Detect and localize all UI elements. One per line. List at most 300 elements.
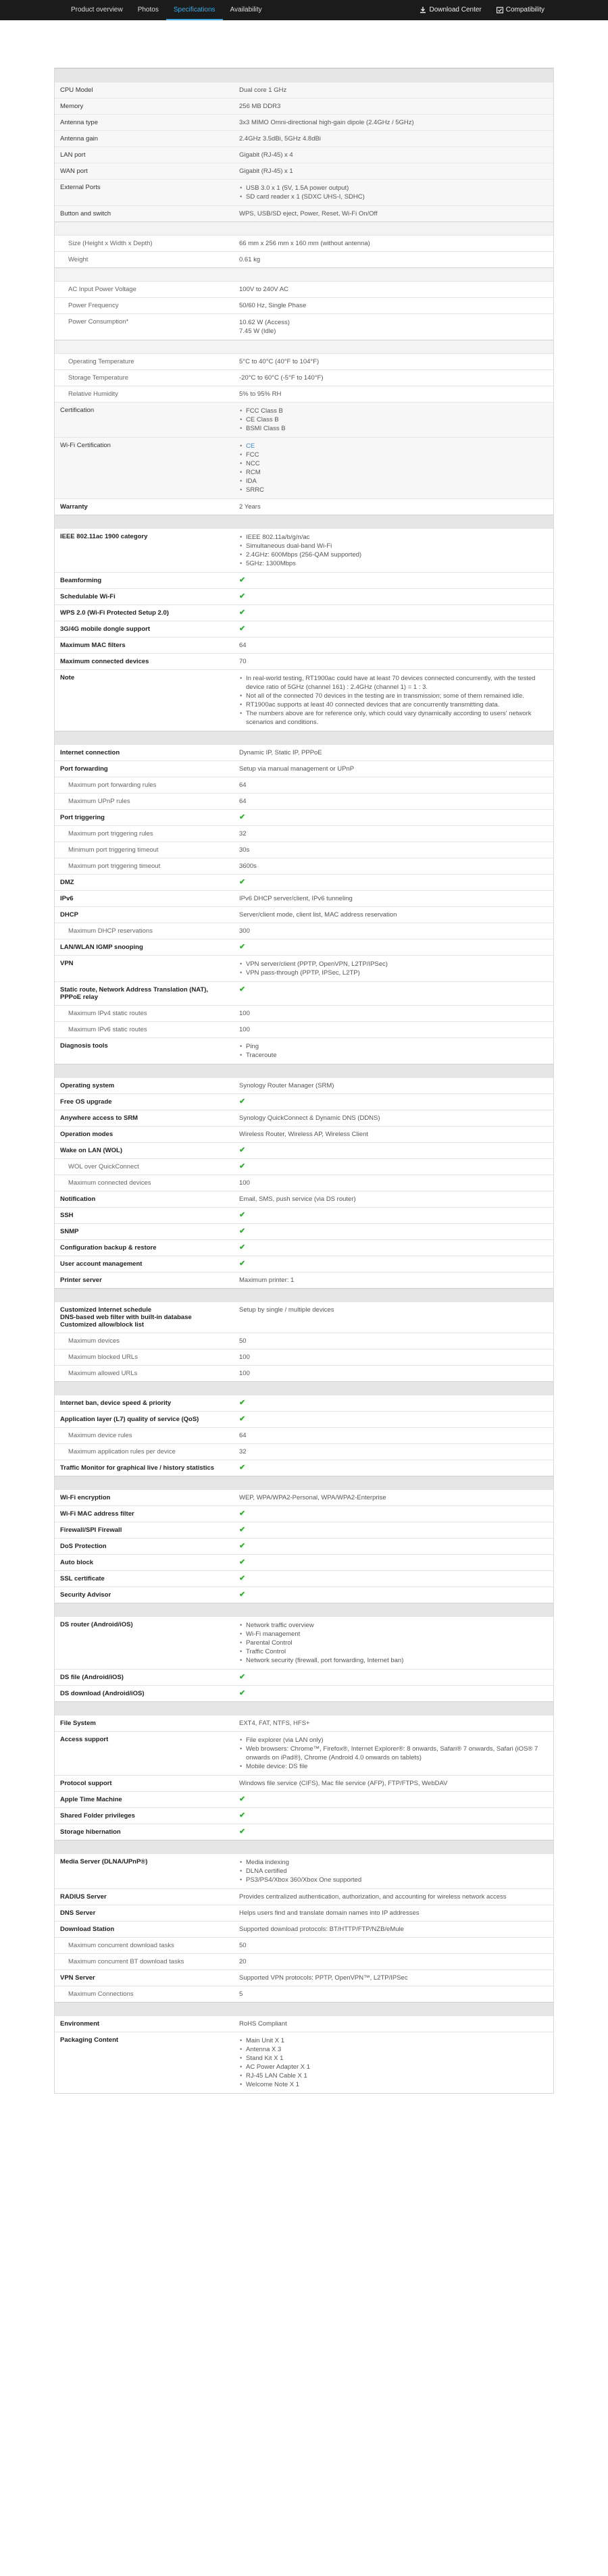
spec-value-text: EXT4, FAT, NTFS, HFS+ <box>239 1720 310 1727</box>
spec-row <box>55 809 553 825</box>
spec-label-line: 3G/4G mobile dongle support <box>60 625 151 633</box>
spec-label <box>55 1571 234 1587</box>
spec-value <box>234 1506 553 1522</box>
spec-row <box>55 1824 553 1840</box>
spec-label <box>55 529 234 572</box>
spec-row <box>55 1110 553 1126</box>
spec-row <box>55 1669 553 1685</box>
spec-value <box>234 745 553 761</box>
spec-value <box>234 163 553 179</box>
spec-row <box>55 842 553 858</box>
spec-row <box>55 588 553 604</box>
spec-value-text: 32 <box>239 830 247 838</box>
spec-value-text: 5°C to 40°C (40°F to 104°F) <box>239 358 320 365</box>
spec-label <box>55 1587 234 1603</box>
spec-label-line: Maximum port triggering rules <box>68 830 153 838</box>
spec-label <box>55 1670 234 1685</box>
spec-label <box>55 180 234 205</box>
spec-row <box>55 858 553 874</box>
spec-row <box>55 1522 553 1538</box>
spec-label <box>55 1986 234 2002</box>
spec-label-line: Warranty <box>60 503 88 511</box>
spec-value-list <box>239 960 548 977</box>
spec-label-line: Configuration backup & restore <box>60 1244 157 1252</box>
spec-value-text: 300 <box>239 927 250 935</box>
spec-label <box>55 939 234 955</box>
spec-label-line: Operating Temperature <box>68 358 134 365</box>
spec-value-text: Synology QuickConnect & Dynamic DNS (DDNS) <box>239 1114 380 1122</box>
spec-label <box>55 923 234 939</box>
spec-label-line: IPv6 <box>60 895 74 902</box>
check-icon: ✔ <box>239 592 246 600</box>
spec-label-line: Packaging Content <box>60 2036 119 2044</box>
spec-row <box>55 1302 553 1333</box>
spec-value-text: 100 <box>239 1370 250 1377</box>
compatibility-link[interactable] <box>482 0 544 20</box>
download-icon <box>420 7 426 14</box>
spec-label-line: Port triggering <box>60 814 105 821</box>
spec-label <box>55 573 234 588</box>
spec-row <box>55 528 553 572</box>
spec-label <box>55 907 234 923</box>
spec-label-line: DS file (Android/iOS) <box>60 1674 124 1681</box>
spec-label-line: SSH <box>60 1212 74 1219</box>
spec-value <box>234 654 553 669</box>
spec-value <box>234 1617 553 1669</box>
spec-value-text: 32 <box>239 1448 247 1456</box>
spec-label-line: Beamforming <box>60 577 102 584</box>
spec-label <box>55 147 234 163</box>
spec-label-line: Anywhere access to SRM <box>60 1114 138 1122</box>
check-icon: ✔ <box>239 1162 246 1170</box>
spec-label <box>55 810 234 825</box>
spec-value-text: 100 <box>239 1179 250 1187</box>
spec-row <box>55 1207 553 1223</box>
spec-label <box>55 605 234 621</box>
spec-label <box>55 1889 234 1905</box>
tab-product-overview[interactable]: Product overview <box>71 6 123 14</box>
spec-label-line: DNS-based web filter with built-in database <box>60 1314 192 1321</box>
spec-value <box>234 842 553 858</box>
download-center-link[interactable] <box>405 0 481 20</box>
spec-value <box>234 1905 553 1921</box>
spec-value <box>234 982 553 1005</box>
spec-value-text: 2 Years <box>239 503 261 511</box>
spec-row <box>55 669 553 731</box>
spec-value-list-item: • Stand Kit X 1 <box>239 2054 548 2063</box>
spec-label-line: Antenna type <box>60 119 98 126</box>
section-header-others <box>55 267 553 281</box>
spec-label-line: Diagnosis tools <box>60 1042 108 1050</box>
spec-label <box>55 826 234 842</box>
check-icon: ✔ <box>239 1811 246 1820</box>
spec-label-line: Maximum MAC filters <box>60 642 126 649</box>
spec-label-line: External Ports <box>60 184 101 191</box>
spec-value-list-item: • NCC <box>239 459 548 468</box>
spec-row <box>55 1587 553 1603</box>
spec-label-line: Maximum device rules <box>68 1432 132 1439</box>
spec-value <box>234 1587 553 1603</box>
spec-value <box>234 1444 553 1460</box>
spec-label <box>55 1954 234 1969</box>
spec-value <box>234 282 553 297</box>
spec-value-list-item: • Main Unit X 1 <box>239 2036 548 2045</box>
section-header-package-center <box>55 1840 553 1853</box>
spec-value-list-item: • SRRC <box>239 486 548 494</box>
spec-value <box>234 1686 553 1701</box>
spec-label-line: Environment <box>60 2020 100 2028</box>
check-icon: ✔ <box>239 1399 246 1407</box>
spec-row <box>55 1037 553 1064</box>
spec-value-text: Synology Router Manager (SRM) <box>239 1082 334 1089</box>
spec-label-line: Maximum blocked URLs <box>68 1354 138 1361</box>
spec-label-line: AC Input Power Voltage <box>68 286 136 293</box>
spec-row <box>55 1223 553 1239</box>
spec-label-line: Protocol support <box>60 1780 112 1787</box>
spec-value <box>234 875 553 890</box>
spec-label-line: Maximum UPnP rules <box>68 798 130 805</box>
spec-label-line: Maximum concurrent download tasks <box>68 1942 174 1949</box>
spec-value-text: 100 <box>239 1026 250 1033</box>
check-icon: ✔ <box>239 1464 246 1472</box>
spec-value-text: Wireless Router, Wireless AP, Wireless Client <box>239 1131 368 1138</box>
spec-label-line: VPN Server <box>60 1974 95 1982</box>
spec-row <box>55 1349 553 1365</box>
spec-value-text: Windows file service (CIFS), Mac file service (AFP), FTP/FTPS, WebDAV <box>239 1780 448 1787</box>
spec-value-list-item: • 5GHz: 1300Mbps <box>239 559 548 568</box>
spec-row <box>55 98 553 114</box>
check-icon: ✔ <box>239 1558 246 1566</box>
spec-label-line: Free OS upgrade <box>60 1098 112 1106</box>
spec-value <box>234 923 553 939</box>
spec-row <box>55 2015 553 2032</box>
section-header-parental-control <box>55 1288 553 1302</box>
spec-label <box>55 1792 234 1807</box>
spec-value-text: WEP, WPA/WPA2-Personal, WPA/WPA2-Enterprise <box>239 1494 386 1501</box>
spec-row <box>55 744 553 761</box>
spec-value-line: 10.62 W (Access) <box>239 319 290 326</box>
check-icon: ✔ <box>239 1574 246 1582</box>
spec-row <box>55 1731 553 1775</box>
spec-row <box>55 1175 553 1191</box>
spec-value-list-item: • RJ-45 LAN Cable X 1 <box>239 2071 548 2080</box>
spec-value-list <box>239 1858 548 1884</box>
section-header-environment-packaging <box>55 2002 553 2015</box>
spec-value <box>234 1333 553 1349</box>
spec-label <box>55 499 234 515</box>
spec-value <box>234 605 553 621</box>
spec-label-line: Wi-Fi Certification <box>60 442 111 449</box>
spec-value-list-item: • VPN pass-through (PPTP, IPSec, L2TP) <box>239 969 548 977</box>
spec-row <box>55 1685 553 1701</box>
spec-value-text: Helps users find and translate domain names into IP addresses <box>239 1909 420 1917</box>
spec-label <box>55 1922 234 1937</box>
spec-row <box>55 1005 553 1021</box>
spec-label-line: Notification <box>60 1195 96 1203</box>
spec-row <box>55 369 553 386</box>
spec-value <box>234 1824 553 1840</box>
spec-value-link-item[interactable]: • CE <box>239 442 548 450</box>
check-icon: ✔ <box>239 625 246 633</box>
spec-value <box>234 1006 553 1021</box>
spec-label <box>55 1349 234 1365</box>
spec-value-text: WPS, USB/SD eject, Power, Reset, Wi-Fi On/Off <box>239 210 378 217</box>
spec-label <box>55 777 234 793</box>
spec-label <box>55 298 234 313</box>
spec-label-line: Maximum IPv6 static routes <box>68 1026 147 1033</box>
section-header-network <box>55 731 553 744</box>
spec-label-line: Weight <box>68 256 88 263</box>
check-icon: ✔ <box>239 1415 246 1423</box>
spec-label-line: Traffic Monitor for graphical live / history statistics <box>60 1464 215 1472</box>
spec-row <box>55 1239 553 1256</box>
spec-label <box>55 206 234 222</box>
spec-row <box>55 1256 553 1272</box>
spec-label-line: Memory <box>60 103 84 110</box>
spec-value <box>234 670 553 731</box>
spec-value-list-item: • Welcome Note X 1 <box>239 2080 548 2089</box>
spec-value-text: 50 <box>239 1942 247 1949</box>
spec-value <box>234 1922 553 1937</box>
spec-label <box>55 2016 234 2032</box>
spec-value-text: 20 <box>239 1958 247 1965</box>
spec-label-line: Maximum allowed URLs <box>68 1370 138 1377</box>
check-icon: ✔ <box>239 1591 246 1599</box>
spec-row <box>55 1411 553 1427</box>
spec-label <box>55 386 234 402</box>
spec-value-list <box>239 533 548 568</box>
spec-row <box>55 1921 553 1937</box>
spec-label <box>55 621 234 637</box>
spec-row <box>55 179 553 205</box>
spec-value <box>234 1670 553 1685</box>
spec-row <box>55 1953 553 1969</box>
compatibility-label: Compatibility <box>505 6 544 14</box>
spec-row <box>55 1969 553 1986</box>
spec-value <box>234 499 553 515</box>
spec-row <box>55 1715 553 1731</box>
spec-value-list <box>239 674 548 727</box>
spec-value-text: Gigabit (RJ-45) x 4 <box>239 151 293 159</box>
spec-label <box>55 1444 234 1460</box>
check-icon: ✔ <box>239 576 246 584</box>
spec-label-line: Download Station <box>60 1926 115 1933</box>
spec-value-list-item: • Not all of the connected 70 devices in the testing are in transmission; some of them remained idle. <box>239 692 548 700</box>
spec-row <box>55 1986 553 2002</box>
spec-label-line: Operating system <box>60 1082 115 1089</box>
spec-row <box>55 923 553 939</box>
spec-label <box>55 842 234 858</box>
spec-row <box>55 1460 553 1476</box>
spec-label <box>55 1006 234 1021</box>
spec-value <box>234 252 553 267</box>
spec-value-list-item: • Traffic Control <box>239 1647 548 1656</box>
spec-label <box>55 1208 234 1223</box>
spec-label <box>55 875 234 890</box>
spec-label-line: Maximum connected devices <box>60 658 149 665</box>
spec-row <box>55 1489 553 1505</box>
spec-value-text: 3x3 MIMO Omni-directional high-gain dipole (2.4GHz / 5GHz) <box>239 119 414 126</box>
spec-label <box>55 858 234 874</box>
spec-label-line: DMZ <box>60 879 74 886</box>
spec-value <box>234 1776 553 1791</box>
spec-label <box>55 1366 234 1381</box>
check-icon: ✔ <box>239 1828 246 1836</box>
spec-value-text: 0.61 kg <box>239 256 261 263</box>
spec-label <box>55 1302 234 1333</box>
spec-row <box>55 2032 553 2093</box>
spec-value-list-item: • FCC Class B <box>239 407 548 415</box>
spec-label <box>55 1175 234 1191</box>
spec-label-line: Wi-Fi MAC address filter <box>60 1510 134 1518</box>
spec-value <box>234 1175 553 1191</box>
spec-row <box>55 251 553 267</box>
spec-label-line: Maximum application rules per device <box>68 1448 176 1456</box>
spec-value <box>234 777 553 793</box>
spec-label-line: Button and switch <box>60 210 111 217</box>
tab-specifications[interactable]: Specifications <box>166 0 223 20</box>
spec-value-list-item: • IEEE 802.11a/b/g/n/ac <box>239 533 548 542</box>
spec-value <box>234 82 553 98</box>
spec-value <box>234 314 553 340</box>
spec-value <box>234 1395 553 1411</box>
spec-row <box>55 955 553 981</box>
spec-value-list-item: • Parental Control <box>239 1639 548 1647</box>
spec-value-list-item: • File explorer (via LAN only) <box>239 1736 548 1745</box>
spec-value-list-item: • Wi-Fi management <box>239 1630 548 1639</box>
spec-value-text: 100 <box>239 1010 250 1017</box>
check-icon: ✔ <box>239 813 246 821</box>
section-header-temperature <box>55 340 553 353</box>
spec-row <box>55 1333 553 1349</box>
spec-label-line: Relative Humidity <box>68 390 118 398</box>
spec-value <box>234 529 553 572</box>
spec-label-line: DS router (Android/iOS) <box>60 1621 133 1628</box>
spec-value-text: 5% to 95% RH <box>239 390 282 398</box>
spec-value-list-item: • DLNA certified <box>239 1867 548 1876</box>
tab-photos[interactable]: Photos <box>137 6 159 14</box>
spec-row <box>55 777 553 793</box>
spec-label <box>55 1412 234 1427</box>
spec-label <box>55 1808 234 1824</box>
spec-label-line: Maximum connected devices <box>68 1179 151 1187</box>
section-header-mobile-apps <box>55 1603 553 1616</box>
spec-value-text: 3600s <box>239 862 257 870</box>
spec-label <box>55 1617 234 1669</box>
spec-value <box>234 1366 553 1381</box>
spec-label-line: File System <box>60 1720 96 1727</box>
spec-label-line: Shared Folder privileges <box>60 1812 135 1820</box>
spec-label-line: Schedulable Wi-Fi <box>60 593 116 600</box>
spec-row <box>55 1538 553 1554</box>
spec-label <box>55 1506 234 1522</box>
spec-value <box>234 1522 553 1538</box>
spec-label <box>55 1539 234 1554</box>
spec-label <box>55 82 234 98</box>
spec-value <box>234 573 553 588</box>
spec-value <box>234 1716 553 1731</box>
spec-value <box>234 115 553 130</box>
spec-label-line: Internet ban, device speed & priority <box>60 1399 172 1407</box>
spec-label-line: DHCP <box>60 911 78 919</box>
spec-label-line: Printer server <box>60 1277 102 1284</box>
spec-value-text: Supported download protocols: BT/HTTP/FTP/NZB/eMule <box>239 1926 404 1933</box>
spec-value-text: 64 <box>239 798 247 805</box>
spec-label <box>55 1127 234 1142</box>
spec-value <box>234 1954 553 1969</box>
spec-row <box>55 386 553 402</box>
section-header-appearance <box>55 222 553 235</box>
spec-row <box>55 1807 553 1824</box>
spec-value-text: IPv6 DHCP server/client, IPv6 tunneling <box>239 895 353 902</box>
spec-row <box>55 1775 553 1791</box>
spec-row <box>55 313 553 340</box>
spec-label <box>55 282 234 297</box>
spec-value-list-item: • Media indexing <box>239 1858 548 1867</box>
spec-value <box>234 1349 553 1365</box>
spec-value-list-item: • PS3/PS4/Xbox 360/Xbox One supported <box>239 1876 548 1884</box>
spec-label <box>55 252 234 267</box>
spec-label <box>55 1824 234 1840</box>
spec-label <box>55 403 234 437</box>
spec-value-text: Setup via manual management or UPnP <box>239 765 355 773</box>
spec-row <box>55 1505 553 1522</box>
spec-value-list <box>239 442 548 494</box>
spec-row <box>55 1427 553 1443</box>
spec-label <box>55 1022 234 1037</box>
spec-value-text: -20°C to 60°C (-5°F to 140°F) <box>239 374 324 382</box>
spec-row <box>55 402 553 437</box>
spec-label <box>55 1460 234 1476</box>
spec-label <box>55 1970 234 1986</box>
spec-label-line: Maximum concurrent BT download tasks <box>68 1958 184 1965</box>
nav-tabs <box>64 0 270 20</box>
spec-row <box>55 637 553 653</box>
spec-label <box>55 1094 234 1110</box>
spec-row <box>55 205 553 222</box>
spec-value-text: Dual core 1 GHz <box>239 86 287 94</box>
spec-value <box>234 1240 553 1256</box>
spec-label-line: Maximum devices <box>68 1337 120 1345</box>
section-header-wireless <box>55 515 553 528</box>
spec-value-text: RoHS Compliant <box>239 2020 287 2028</box>
spec-value <box>234 1555 553 1570</box>
check-icon: ✔ <box>239 943 246 951</box>
spec-value-text: 50/60 Hz, Single Phase <box>239 302 307 309</box>
spec-row <box>55 825 553 842</box>
spec-row <box>55 1616 553 1669</box>
spec-label-line: WPS 2.0 (Wi-Fi Protected Setup 2.0) <box>60 609 169 617</box>
tab-availability[interactable]: Availability <box>230 6 262 14</box>
spec-value-line: 7.45 W (Idle) <box>239 328 276 335</box>
spec-value <box>234 1490 553 1505</box>
spec-label-line: WAN port <box>60 168 88 175</box>
spec-label <box>55 589 234 604</box>
spec-label <box>55 1938 234 1953</box>
spec-row <box>55 1570 553 1587</box>
check-icon: ✔ <box>239 1260 246 1268</box>
spec-label-line: Storage hibernation <box>60 1828 121 1836</box>
spec-value <box>234 438 553 498</box>
spec-value-text: Server/client mode, client list, MAC address reservation <box>239 911 397 919</box>
spec-row <box>55 572 553 588</box>
spec-value-list-item: • Mobile device: DS file <box>239 1762 548 1771</box>
spec-value-list-item: • VPN server/client (PPTP, OpenVPN, L2TP/IPSec) <box>239 960 548 969</box>
spec-value <box>234 1889 553 1905</box>
spec-row <box>55 1365 553 1381</box>
spec-row <box>55 981 553 1005</box>
spec-row <box>55 163 553 179</box>
